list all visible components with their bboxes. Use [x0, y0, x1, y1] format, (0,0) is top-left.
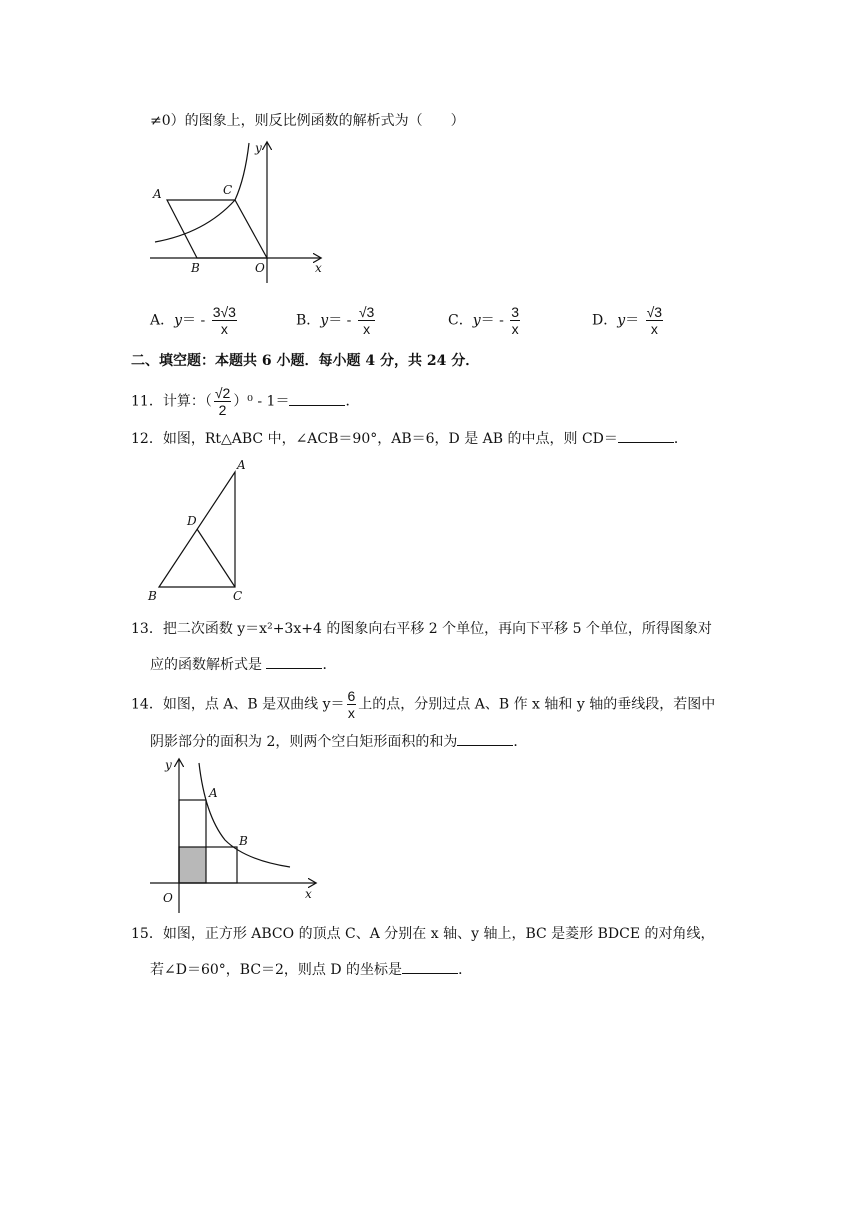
label-B: B	[239, 834, 248, 848]
section-title: 二、填空题：本题共 6 小题．每小题 4 分，共 24 分．	[131, 353, 480, 369]
q10-figure	[145, 138, 345, 288]
label-B: B	[148, 589, 157, 603]
q14-line2: 阴影部分的面积为 2，则两个空白矩形面积的和为 ．	[150, 731, 527, 752]
label-D: D	[187, 514, 197, 528]
hyperbola-curve	[155, 143, 249, 242]
q10-option-c[interactable]: C．y＝ - $\frac{3}{x}$	[448, 304, 520, 337]
q15-line1: 15．如图，正方形 ABCO 的顶点 C、A 分别在 x 轴、y 轴上，BC 是菱形 BDCE 的对角线，	[131, 926, 715, 942]
shaded-rect	[179, 847, 206, 883]
q10-option-a[interactable]: A．y＝ - $\frac{3√3}{x}$	[150, 304, 236, 337]
label-A: A	[153, 187, 162, 201]
median-cd	[197, 529, 235, 587]
hyperbola-curve	[199, 763, 290, 867]
q10-option-d[interactable]: D．y＝ $\frac{√3}{x}$	[592, 304, 663, 337]
label-y: y	[255, 141, 262, 155]
q11-answer-blank[interactable]	[289, 391, 345, 406]
label-A: A	[209, 786, 218, 800]
q13-line1: 13．把二次函数 y＝x²+3x+4 的图象向右平移 2 个单位，再向下平移 5 个单位，所得图象对	[131, 621, 712, 637]
label-A: A	[237, 458, 246, 472]
label-x: x	[305, 887, 312, 901]
label-C: C	[223, 183, 233, 197]
q14-line1: 14．如图，点 A、B 是双曲线 y＝ $\frac{6}{x}$ 上的点，分别过点 A、B 作 x 轴和 y 轴的垂线段，若图中	[131, 688, 716, 721]
parallelogram	[167, 200, 267, 258]
q13-answer-blank[interactable]	[266, 654, 322, 669]
label-y: y	[165, 758, 172, 772]
q12-answer-blank[interactable]	[618, 428, 674, 443]
label-x: x	[315, 261, 322, 275]
q10-stem-tail: ≠0）的图象上，则反比例函数的解析式为（ ）	[150, 113, 465, 129]
label-B: B	[191, 261, 200, 275]
label-O: O	[163, 891, 173, 905]
q15-answer-blank[interactable]	[402, 959, 458, 974]
q14-figure	[145, 755, 320, 915]
q15-line2: 若∠D＝60°，BC＝2，则点 D 的坐标是 ．	[150, 959, 472, 980]
label-C: C	[233, 589, 243, 603]
q11: 11．计算：（ $\frac{√2}{2}$ ）⁰ - 1＝ ．	[131, 385, 360, 418]
q12: 12．如图，Rt△ABC 中，∠ACB＝90°，AB＝6，D 是 AB 的中点，则 CD＝ ．	[131, 428, 688, 449]
label-O: O	[255, 261, 265, 275]
q13-line2: 应的函数解析式是 ．	[150, 654, 336, 675]
q10-option-b[interactable]: B．y＝ - $\frac{√3}{x}$	[296, 304, 375, 337]
q12-figure	[145, 455, 255, 605]
q14-answer-blank[interactable]	[457, 731, 513, 746]
